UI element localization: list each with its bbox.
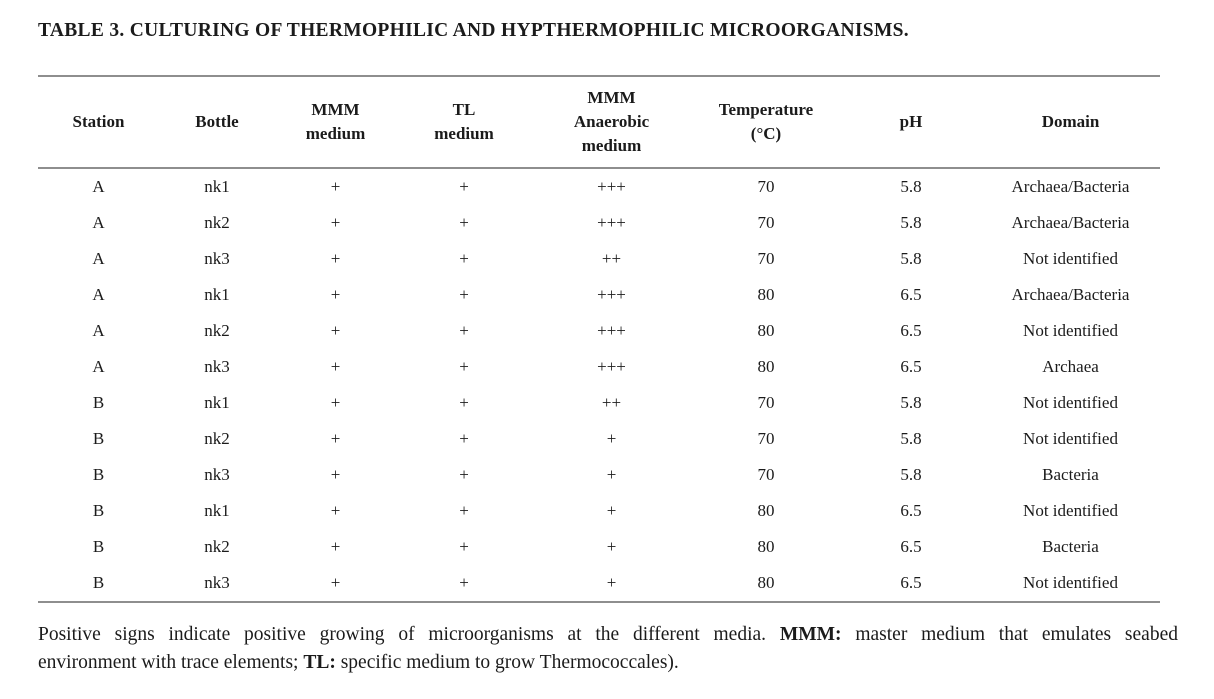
table-cell: +++ — [597, 213, 626, 232]
table-cell: nk1 — [204, 177, 230, 196]
table-cell: ++ — [601, 393, 622, 412]
table-cell: 5.8 — [900, 177, 922, 196]
table-cell: Archaea/Bacteria — [1011, 285, 1130, 304]
table-cell: Bacteria — [1042, 537, 1099, 556]
table-cell: 5.8 — [900, 465, 922, 484]
table-cell: nk3 — [204, 573, 230, 592]
table-cell: 80 — [757, 573, 775, 592]
table-cell: + — [606, 501, 617, 520]
table-row — [38, 457, 1160, 493]
table-cell: A — [92, 321, 105, 340]
table-cell: 70 — [757, 465, 775, 484]
table-cell: 6.5 — [900, 537, 922, 556]
table-cell: 5.8 — [900, 429, 922, 448]
table-cell: Not identified — [1023, 393, 1118, 412]
table-cell: nk2 — [204, 537, 230, 556]
table-row — [38, 529, 1160, 565]
table-cell: + — [330, 285, 341, 304]
table-cell: nk3 — [204, 249, 230, 268]
table-cell: 80 — [757, 321, 775, 340]
table-row — [38, 349, 1160, 385]
table-cell: + — [330, 357, 341, 376]
table-cell: Archaea/Bacteria — [1011, 213, 1130, 232]
table-cell: Archaea — [1042, 357, 1099, 376]
table-cell: 6.5 — [900, 321, 922, 340]
table-cell: Not identified — [1023, 501, 1118, 520]
table-row — [38, 168, 1160, 205]
table-cell: A — [92, 285, 105, 304]
table-row — [38, 565, 1160, 602]
table-cell: 80 — [757, 285, 775, 304]
footnote-text — [38, 621, 1178, 676]
column-header-domain: Domain — [981, 76, 1160, 168]
table-cell: A — [92, 213, 105, 232]
table-row — [38, 277, 1160, 313]
footnote-line: environment with trace elements; TL: specific medium to grow Thermococcales). — [38, 651, 679, 673]
table-cell: + — [330, 213, 341, 232]
column-header-bottle: Bottle — [159, 76, 275, 168]
table-cell: A — [92, 177, 105, 196]
table-cell: + — [330, 429, 341, 448]
table-cell: nk3 — [204, 357, 230, 376]
table-cell: + — [606, 537, 617, 556]
table-cell: + — [459, 321, 469, 340]
table-cell: + — [330, 393, 341, 412]
table-cell: + — [459, 249, 469, 268]
table-cell: 80 — [757, 501, 775, 520]
table-row — [38, 421, 1160, 457]
table-row — [38, 205, 1160, 241]
column-header-tl-medium: TL medium — [396, 76, 532, 168]
table-cell: 70 — [757, 249, 775, 268]
table-cell: nk1 — [204, 285, 230, 304]
column-header-mmm-medium: MMM medium — [275, 76, 396, 168]
table-cell: +++ — [597, 177, 626, 196]
table-cell: + — [330, 177, 341, 196]
table-cell: + — [330, 321, 341, 340]
table-cell: +++ — [597, 285, 626, 304]
table-cell: + — [606, 429, 617, 448]
table-cell: 70 — [757, 213, 775, 232]
table-cell: +++ — [597, 357, 626, 376]
table-body — [38, 168, 1160, 602]
table-cell: B — [92, 393, 105, 412]
table-cell: + — [459, 465, 469, 484]
table-cell: 6.5 — [900, 573, 922, 592]
table-title: TABLE 3. CULTURING OF THERMOPHILIC AND HYPTHERMOPHILIC MICROORGANISMS. — [38, 20, 909, 41]
table-cell: 70 — [757, 177, 775, 196]
table-cell: B — [92, 501, 105, 520]
table-cell: 70 — [757, 429, 775, 448]
table-cell: + — [459, 213, 469, 232]
column-header-ph: pH — [841, 76, 981, 168]
table-cell: B — [92, 465, 105, 484]
table-cell: + — [330, 573, 341, 592]
table-cell: + — [459, 501, 469, 520]
table-row — [38, 385, 1160, 421]
table-cell: nk2 — [204, 213, 230, 232]
table-container — [38, 75, 1160, 603]
table-cell: Archaea/Bacteria — [1011, 177, 1130, 196]
table-cell: nk2 — [204, 321, 230, 340]
table-cell: 6.5 — [900, 357, 922, 376]
table-cell: +++ — [597, 321, 626, 340]
table-cell: + — [459, 357, 469, 376]
table-cell: Not identified — [1023, 249, 1118, 268]
table-cell: + — [330, 249, 341, 268]
table-cell: + — [330, 537, 341, 556]
data-table — [38, 75, 1160, 603]
table-cell: Bacteria — [1042, 465, 1099, 484]
table-row — [38, 241, 1160, 277]
table-cell: 5.8 — [900, 249, 922, 268]
table-cell: nk2 — [204, 429, 230, 448]
table-cell: Not identified — [1023, 321, 1118, 340]
table-cell: 5.8 — [900, 393, 922, 412]
table-header-row — [38, 76, 1160, 168]
table-cell: + — [459, 537, 469, 556]
table-cell: 5.8 — [900, 213, 922, 232]
table-cell: + — [459, 177, 469, 196]
table-cell: + — [459, 393, 469, 412]
table-head — [38, 76, 1160, 168]
table-cell: nk1 — [204, 393, 230, 412]
table-cell: + — [459, 429, 469, 448]
table-cell: B — [92, 429, 105, 448]
table-row — [38, 493, 1160, 529]
table-cell: + — [330, 465, 341, 484]
table-cell: + — [459, 573, 469, 592]
table-cell: 6.5 — [900, 501, 922, 520]
table-cell: 80 — [757, 357, 775, 376]
table-cell: nk1 — [204, 501, 230, 520]
table-cell: Not identified — [1023, 429, 1118, 448]
column-header-station: Station — [38, 76, 159, 168]
table-cell: A — [92, 249, 105, 268]
table-cell: B — [92, 573, 105, 592]
table-cell: 6.5 — [900, 285, 922, 304]
table-row — [38, 313, 1160, 349]
footnote-line: Positive signs indicate positive growing of microorganisms at the different media. MMM: master medium that emulates seabed — [38, 624, 1178, 645]
table-cell: + — [330, 501, 341, 520]
table-cell: nk3 — [204, 465, 230, 484]
column-header-mmm-anaerobic-medium: MMM Anaerobic medium — [532, 76, 691, 168]
table-cell: 80 — [757, 537, 775, 556]
table-cell: + — [606, 465, 617, 484]
column-header-temperature-c: Temperature (°C) — [691, 76, 841, 168]
table-cell: B — [92, 537, 105, 556]
table-cell: A — [92, 357, 105, 376]
table-cell: + — [606, 573, 617, 592]
table-cell: + — [459, 285, 469, 304]
table-cell: Not identified — [1023, 573, 1118, 592]
table-cell: ++ — [601, 249, 622, 268]
table-cell: 70 — [757, 393, 775, 412]
